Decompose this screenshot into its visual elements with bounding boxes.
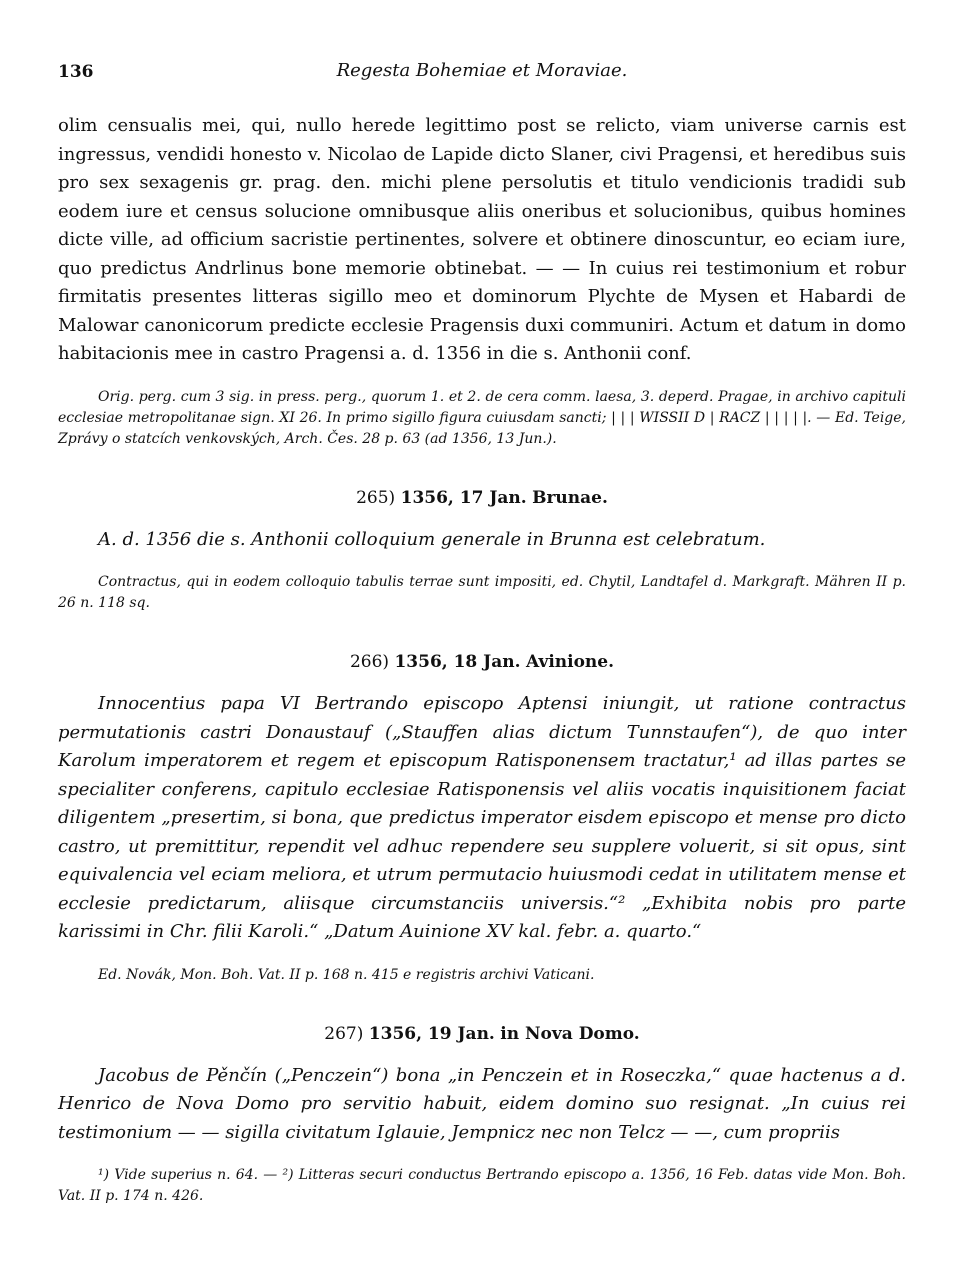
entry-regest-267: Jacobus de Pěnčín („Penczein“) bona „in Penczein et in Roseczka,“ quae hactenus a d. Henrico de Nova Domo pro servitio habuit, eidem domino suo resignat. „In cuius rei testimonium — — sigilla civitatum Iglauie, Jempnicz nec non Telcz — —, cum propriis — [58, 1064, 906, 1143]
entry-place: Avinione. — [525, 652, 615, 672]
entry-number: 267) — [324, 1023, 364, 1044]
entry-date: 1356, 19 Jan. — [368, 1023, 495, 1044]
page-number: 136 — [58, 62, 94, 82]
entry-place: in Nova Domo. — [500, 1023, 640, 1044]
page-header — [58, 58, 906, 88]
entry-heading-267 — [58, 1024, 906, 1044]
entry-date: 1356, 17 Jan. — [400, 487, 527, 508]
entry-note-265: Contractus, qui in eodem colloquio tabulis terrae sunt impositi, ed. Chytil, Landtafel d. Markgraft. Mähren II p. 26 n. 118 sq. — [58, 574, 906, 611]
continuation-source-note: Orig. perg. cum 3 sig. in press. perg., quorum 1. et 2. de cera comm. laesa, 3. deperd. Pragae, in archivo capituli ecclesiae metropolitanae sign. XI 26. In primo sigillo figura cuiusdam sancti; | | | WISSII D | RACZ | | | | |. — Ed. Teige, Zprávy o statcích venkovských, Arch. Čes. 28 p. 63 (ad 1356, 13 Jun.). — [58, 388, 906, 447]
entry-note-266: Ed. Novák, Mon. Boh. Vat. II p. 168 n. 415 e registris archivi Vaticani. — [98, 966, 595, 983]
continuation-text: olim censualis mei, qui, nullo herede legittimo post se relicto, viam universe carnis est ingressus, vendidi honesto v. Nicolao de Lapide dicto Slaner, civi Pragensi, et heredibus suis pro sex sexagenis gr. prag. den. michi plene persolutis et titulo vendicionis tradidi sub eodem iure et census solucione omnibusque aliis oneribus et solucionibus, quibus homines dicte ville, ad officium sacristie pertinentes, solvere et obtinere dinoscuntur, eo eciam iure, quo predictus Andrlinus bone memorie obtinebat. — — In cuius rei testimonium et robur firmitatis presentes litteras sigillo meo et dominorum Plychte de Mysen et Habardi de Malowar canonicorum predicte ecclesie Pragensis duxi communiri. Actum et datum in domo habitacionis mee in castro Pragensi a. d. 1356 in die s. Anthonii conf. — [58, 115, 906, 364]
entry-place: Brunae. — [532, 487, 608, 508]
entry-number: 266) — [349, 652, 390, 672]
running-title: Regesta Bohemiae et Moraviae. — [336, 60, 628, 81]
entry-regest-266: Innocentius papa VI Bertrando episcopo Aptensi iniungit, ut ratione contractus permutationis castri Donaustauf („Stauffen alias dictum Tunnstaufen“), de quo inter Karolum imperatorem et regem et episcopum Ratisponensem tractatur,¹ ad illas partes se specialiter conferens, capitulo ecclesiae Ratisponensis vel aliis vocatis inquisitionem faciat diligentem „presertim, si bona, que predictus imperator eisdem episcopo et mense pro dicto castro, ut premittitur, rependit vel adhuc rependere seu supplere voluerit, si sit opus, sint equivalencia vel eciam meliora, et utrum permutacio huiusmodi cedat in utilitatem mense et ecclesie predictarum, aliisque circumstanciis universis.“² „Exhibita nobis pro parte karissimi in Chr. filii Karoli.“ „Datum Auinione XV kal. febr. a. quarto.“ — [58, 693, 906, 942]
entry-heading-265 — [58, 488, 906, 508]
entry-date: 1356, 18 Jan. — [394, 652, 521, 672]
entry-heading-266 — [58, 652, 906, 672]
footnotes: ¹) Vide superius n. 64. — ²) Litteras securi conductus Bertrando episcopo a. 1356, 16 Feb. datas vide Mon. Boh. Vat. II p. 174 n. 426. — [58, 1167, 906, 1204]
entry-regest-265: A. d. 1356 die s. Anthonii colloquium generale in Brunna est celebratum. — [98, 528, 766, 550]
entry-number: 265) — [356, 487, 396, 508]
document-page — [58, 58, 906, 1221]
